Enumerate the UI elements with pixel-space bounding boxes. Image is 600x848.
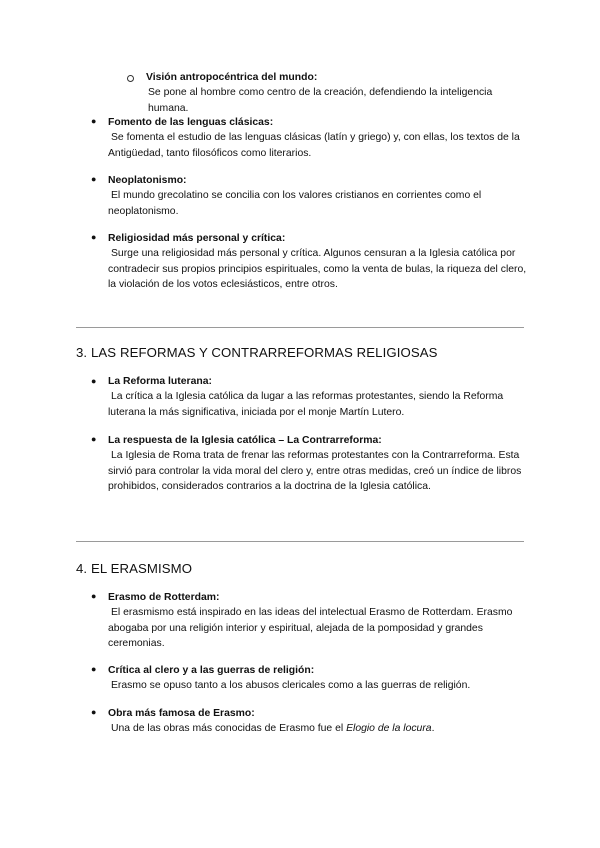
item-text: Se pone al hombre como centro de la creación, defendiendo la inteligencia humana. <box>148 87 493 114</box>
section-heading: 3. LAS REFORMAS Y CONTRARREFORMAS RELIGIOSAS <box>76 345 438 360</box>
bullet-icon: ● <box>91 664 97 674</box>
list-item <box>108 231 528 292</box>
bullet-icon: ● <box>91 232 97 242</box>
item-text: La Iglesia de Roma trata de frenar las reformas protestantes con la Contrarreforma. Esta sirvió para controlar la vida moral del clero y, entre otras medidas, creó un índice de libros prohibidos, considerados contrarios a la doctrina de la Iglesia católica. <box>108 450 522 492</box>
section-heading: 4. EL ERASMISMO <box>76 561 193 576</box>
item-title: Religiosidad más personal y crítica: <box>108 233 286 244</box>
list-item <box>108 374 528 420</box>
list-item <box>108 115 528 161</box>
list-item <box>108 433 528 494</box>
item-title: Crítica al clero y a las guerras de religión: <box>108 665 315 676</box>
item-text-plain: Una de las obras más conocidas de Erasmo fue el <box>111 723 347 735</box>
item-text: Surge una religiosidad más personal y crítica. Algunos censuran a la Iglesia católica por contradecir sus propios principios espirituales, como la venta de bulas, la riqueza del clero, la violación de los votos eclesiásticos, entre otros. <box>108 248 527 290</box>
item-title: Obra más famosa de Erasmo: <box>108 708 255 719</box>
list-item <box>108 706 528 737</box>
item-text: Se fomenta el estudio de las lenguas clásicas (latín y griego) y, con ellas, los textos de la Antigüedad, tanto filosóficos como literarios. <box>108 132 520 159</box>
item-text: El mundo grecolatino se concilia con los valores cristianos en corrientes como el neoplatonismo. <box>108 190 482 217</box>
item-text-end: . <box>431 723 435 735</box>
bullet-icon: ● <box>91 174 97 184</box>
horizontal-divider <box>76 541 524 542</box>
item-title: Fomento de las lenguas clásicas: <box>108 117 274 128</box>
list-item <box>108 663 528 694</box>
item-title: Neoplatonismo: <box>108 175 187 186</box>
sub-item-anthropocentric <box>146 70 526 116</box>
list-item <box>108 173 528 219</box>
bullet-icon: ● <box>91 116 97 126</box>
item-title: Erasmo de Rotterdam: <box>108 592 220 603</box>
item-text: El erasmismo está inspirado en las ideas del intelectual Erasmo de Rotterdam. Erasmo abogaba por una religión interior y espiritual, alejada de la pomposidad y grandes ceremonias. <box>108 607 513 649</box>
bullet-icon: ● <box>91 707 97 717</box>
item-title: Visión antropocéntrica del mundo: <box>146 72 318 83</box>
horizontal-divider <box>76 327 524 328</box>
book-title: Elogio de la locura <box>346 723 432 735</box>
item-title: La Reforma luterana: <box>108 376 212 387</box>
list-item <box>108 590 528 651</box>
item-text <box>108 721 528 736</box>
bullet-icon: ● <box>91 376 97 386</box>
circle-bullet-icon <box>127 75 134 82</box>
bullet-icon: ● <box>91 591 97 601</box>
item-text: La crítica a la Iglesia católica da lugar a las reformas protestantes, siendo la Reforma luterana la más significativa, iniciada por el monje Martín Lutero. <box>108 391 504 418</box>
bullet-icon: ● <box>91 434 97 444</box>
item-text: Erasmo se opuso tanto a los abusos clericales como a las guerras de religión. <box>111 680 471 692</box>
item-title: La respuesta de la Iglesia católica – La Contrarreforma: <box>108 435 382 446</box>
